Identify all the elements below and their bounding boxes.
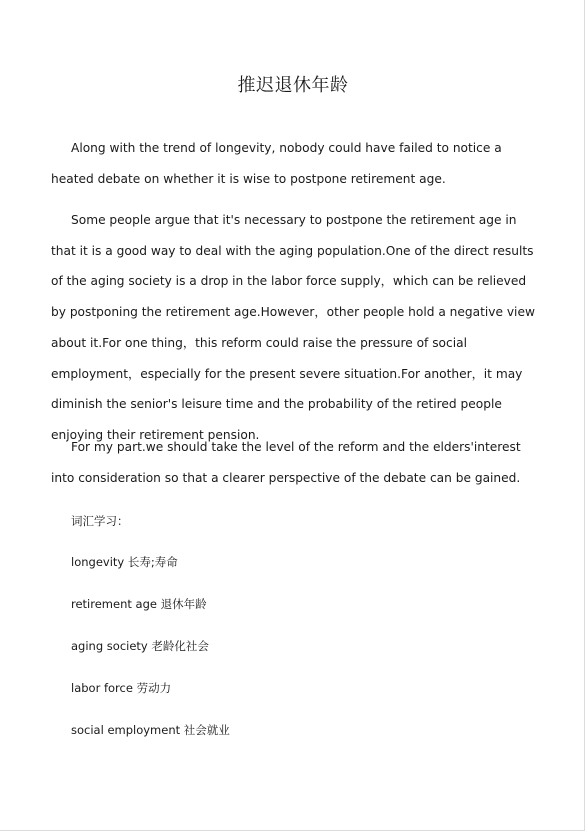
paragraph-intro: Along with the trend of longevity, nobody could have failed to notice a heated debate on whether it is wise to postpone retirement age.: [51, 141, 502, 186]
vocab-heading: 词汇学习：: [71, 514, 129, 528]
vocab-item: labor force 劳动力: [71, 681, 172, 695]
vocab-item: aging society 老龄化社会: [71, 639, 209, 653]
paragraph-arguments: Some people argue that it's necessary to postpone the retirement age in that it is a good way to deal with the aging population.One of the direct results of the aging society is a drop in the labor force supply，which can be relieved by postponing the retirement age.However，other people hold a negative view about it.For one thing，this reform could raise the pressure of social employment，especially for the present severe situation.For another，it may diminish the senior's leisure time and the probability of the retired people enjoying their retirement pension.: [51, 213, 535, 442]
document-title: 推迟退休年龄: [237, 75, 349, 96]
vocab-item: retirement age 退休年龄: [71, 597, 207, 611]
paragraph-conclusion: For my part.we should take the level of the reform and the elders'interest into consideration so that a clearer perspective of the debate can be gained.: [51, 440, 521, 485]
vocab-item: longevity 长寿;寿命: [71, 555, 178, 569]
vocab-item: social employment 社会就业: [71, 723, 230, 737]
